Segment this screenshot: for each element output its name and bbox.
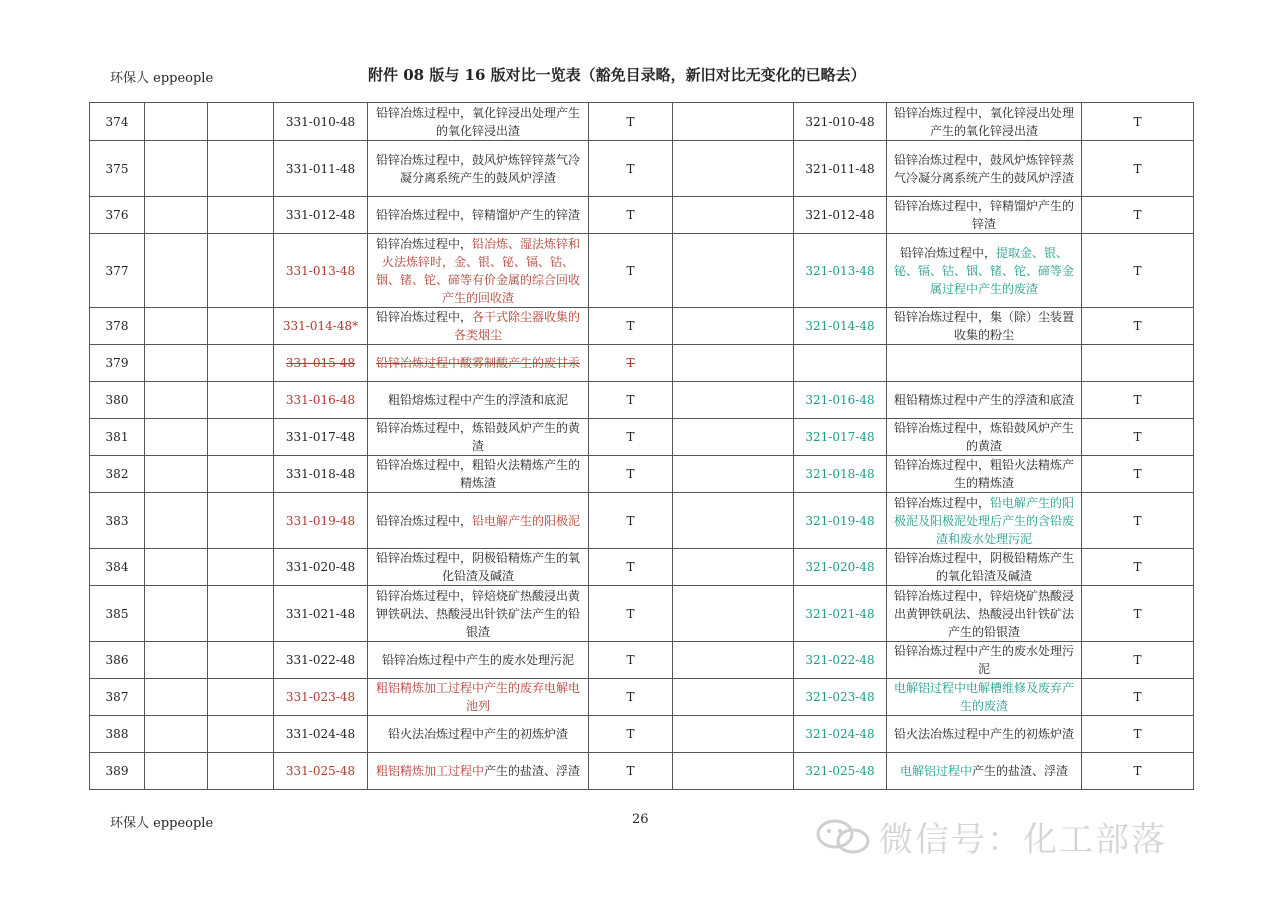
description-2008: 铅锌冶炼过程中，鼓风炉炼锌锌蒸气冷凝分离系统产生的鼓风炉浮渣 — [368, 141, 589, 197]
code-2016: 321-012-48 — [794, 197, 887, 234]
hazard-2016: T — [1082, 103, 1194, 141]
blank-cell — [208, 419, 274, 456]
description-text: 铅锌冶炼过程中， — [899, 245, 996, 260]
description-2016 — [887, 493, 1082, 549]
blank-cell — [208, 493, 274, 549]
description-2016: 铅火法冶炼过程中产生的初炼炉渣 — [887, 716, 1082, 753]
description-2016: 电解铝过程中电解槽维修及废弃产生的废渣 — [887, 679, 1082, 716]
description-2016 — [887, 345, 1082, 382]
code-2008: 331-014-48* — [274, 308, 368, 345]
description-2008: 粗铝精炼加工过程中产生的废弃电解电池列 — [368, 679, 589, 716]
table-row — [90, 141, 1194, 197]
hazard-2008: T — [589, 382, 673, 419]
hazard-2016: T — [1082, 716, 1194, 753]
blank-cell — [673, 141, 794, 197]
row-number: 381 — [90, 419, 145, 456]
code-2008: 331-010-48 — [274, 103, 368, 141]
hazard-2016 — [1082, 345, 1194, 382]
code-2008: 331-022-48 — [274, 642, 368, 679]
description-2008 — [368, 753, 589, 790]
hazard-2008: T — [589, 103, 673, 141]
description-text: 铅锌冶炼过程中， — [375, 236, 472, 251]
hazard-2008: T — [589, 456, 673, 493]
hazard-2016: T — [1082, 234, 1194, 308]
description-2008: 铅火法冶炼过程中产生的初炼炉渣 — [368, 716, 589, 753]
code-2008: 331-025-48 — [274, 753, 368, 790]
hazard-2008: T — [589, 345, 673, 382]
code-2016 — [794, 234, 887, 308]
blank-cell — [208, 753, 274, 790]
hazard-2016: T — [1082, 456, 1194, 493]
row-number: 378 — [90, 308, 145, 345]
hazard-2008: T — [589, 141, 673, 197]
code-2008: 331-021-48 — [274, 586, 368, 642]
hazard-2016: T — [1082, 308, 1194, 345]
description-2008: 铅锌冶炼过程中产生的废水处理污泥 — [368, 642, 589, 679]
code-2008: 331-013-48 — [274, 234, 368, 308]
hazard-2016: T — [1082, 419, 1194, 456]
blank-cell — [208, 586, 274, 642]
blank-cell — [145, 141, 208, 197]
blank-cell — [145, 382, 208, 419]
blank-cell — [208, 549, 274, 586]
description-2016: 铅锌冶炼过程中，锌精馏炉产生的锌渣 — [887, 197, 1082, 234]
code-2016: 321-019-48 — [794, 493, 887, 549]
row-number: 375 — [90, 141, 145, 197]
description-2008: 铅锌冶炼过程中，炼铅鼓风炉产生的黄渣 — [368, 419, 589, 456]
blank-cell — [145, 308, 208, 345]
hazard-2008: T — [589, 493, 673, 549]
hazard-2016: T — [1082, 679, 1194, 716]
table-row — [90, 234, 1194, 308]
table-row — [90, 197, 1194, 234]
blank-cell — [208, 716, 274, 753]
blank-cell — [145, 679, 208, 716]
row-number: 374 — [90, 103, 145, 141]
description-2008: 铅锌冶炼过程中酸雾制酸产生的废甘汞 — [368, 345, 589, 382]
description-changed-text: 铅冶炼、湿法炼锌和火法炼锌时，金、银、铋、镉、钴、铟、锗、铊、碲等有价金属的综合回收产生的回收渣 — [375, 236, 581, 305]
footer-left-text: 环保人 eppeople — [110, 816, 214, 831]
hazard-2016: T — [1082, 753, 1194, 790]
hazard-2016: T — [1082, 197, 1194, 234]
header-left-text: 环保人 eppeople — [110, 71, 214, 86]
description-changed-text: 粗铝精炼加工过程中 — [375, 764, 484, 778]
blank-cell — [208, 456, 274, 493]
row-number: 380 — [90, 382, 145, 419]
blank-cell — [673, 753, 794, 790]
hazard-2016: T — [1082, 382, 1194, 419]
row-number: 379 — [90, 345, 145, 382]
blank-cell — [208, 345, 274, 382]
table-row — [90, 753, 1194, 790]
table-row — [90, 716, 1194, 753]
hazard-2008: T — [589, 753, 673, 790]
page-title: 附件 08 版与 16 版对比一览表（豁免目录略，新旧对比无变化的已略去） — [368, 66, 866, 84]
code-2016: 321-025-48 — [794, 753, 887, 790]
table-row — [90, 586, 1194, 642]
code-2016 — [794, 345, 887, 382]
description-2016: 铅锌冶炼过程中，炼铅鼓风炉产生的黄渣 — [887, 419, 1082, 456]
description-2008: 粗铅熔炼过程中产生的浮渣和底泥 — [368, 382, 589, 419]
description-2016 — [887, 753, 1082, 790]
blank-cell — [208, 308, 274, 345]
code-2008: 331-016-48 — [274, 382, 368, 419]
row-number: 382 — [90, 456, 145, 493]
code-2016: 321-014-48 — [794, 308, 887, 345]
hazard-2008: T — [589, 586, 673, 642]
description-2008 — [368, 493, 589, 549]
blank-cell — [673, 419, 794, 456]
hazard-2008: T — [589, 549, 673, 586]
blank-cell — [145, 197, 208, 234]
blank-cell — [145, 345, 208, 382]
code-2016: 321-016-48 — [794, 382, 887, 419]
description-2016: 铅锌冶炼过程中，氧化锌浸出处理产生的氧化锌浸出渣 — [887, 103, 1082, 141]
description-changed-text: 提取金、银、铋、镉、钴、铟、锗、铊、碲等金属过程中产生的废渣 — [893, 245, 1074, 296]
blank-cell — [145, 642, 208, 679]
table-row — [90, 308, 1194, 345]
code-text: 321-013-48 — [805, 263, 875, 278]
description-2016: 铅锌冶炼过程中，锌焙烧矿热酸浸出黄钾铁矾法、热酸浸出针铁矿法产生的铅银渣 — [887, 586, 1082, 642]
blank-cell — [145, 456, 208, 493]
description-2008: 铅锌冶炼过程中，粗铅火法精炼产生的精炼渣 — [368, 456, 589, 493]
code-2016: 321-022-48 — [794, 642, 887, 679]
description-2008: 铅锌冶炼过程中，锌精馏炉产生的锌渣 — [368, 197, 589, 234]
blank-cell — [208, 679, 274, 716]
code-2016: 321-017-48 — [794, 419, 887, 456]
blank-cell — [208, 234, 274, 308]
blank-cell — [208, 197, 274, 234]
page-number: 26 — [632, 812, 649, 827]
code-2016: 321-024-48 — [794, 716, 887, 753]
description-2016: 粗铅精炼过程中产生的浮渣和底渣 — [887, 382, 1082, 419]
blank-cell — [673, 103, 794, 141]
row-number: 386 — [90, 642, 145, 679]
hazard-2008: T — [589, 197, 673, 234]
row-number: 385 — [90, 586, 145, 642]
table-row — [90, 382, 1194, 419]
row-number: 389 — [90, 753, 145, 790]
blank-cell — [673, 456, 794, 493]
blank-cell — [145, 586, 208, 642]
blank-cell — [145, 234, 208, 308]
blank-cell — [673, 234, 794, 308]
description-2016 — [887, 234, 1082, 308]
blank-cell — [673, 586, 794, 642]
blank-cell — [145, 103, 208, 141]
description-changed-text: 铅电解产生的阳极泥 — [472, 513, 581, 528]
hazard-2016: T — [1082, 549, 1194, 586]
description-changed-text: 各干式除尘器收集的各类烟尘 — [453, 310, 581, 342]
hazard-2016: T — [1082, 586, 1194, 642]
blank-cell — [673, 716, 794, 753]
description-changed-text: 铅电解产生的阳极泥及阳极泥处理后产生的含铅废渣和废水处理污泥 — [893, 495, 1075, 546]
blank-cell — [673, 642, 794, 679]
table-row — [90, 345, 1194, 382]
code-2016: 321-020-48 — [794, 549, 887, 586]
code-2008: 331-023-48 — [274, 679, 368, 716]
table-row — [90, 642, 1194, 679]
description-2016: 铅锌冶炼过程中，集（除）尘装置收集的粉尘 — [887, 308, 1082, 345]
blank-cell — [145, 753, 208, 790]
row-number: 383 — [90, 493, 145, 549]
blank-cell — [145, 716, 208, 753]
blank-cell — [673, 493, 794, 549]
description-2016: 铅锌冶炼过程中产生的废水处理污泥 — [887, 642, 1082, 679]
code-2008: 331-015-48 — [274, 345, 368, 382]
description-text: 铅锌冶炼过程中， — [893, 495, 990, 510]
blank-cell — [208, 103, 274, 141]
row-number: 387 — [90, 679, 145, 716]
code-2008: 331-019-48 — [274, 493, 368, 549]
hazard-2008: T — [589, 716, 673, 753]
watermark-text: 微信号：化工部落 — [879, 820, 1167, 860]
code-2016: 321-011-48 — [794, 141, 887, 197]
code-2016: 321-021-48 — [794, 586, 887, 642]
table-row — [90, 419, 1194, 456]
code-2008: 331-011-48 — [274, 141, 368, 197]
blank-cell — [145, 549, 208, 586]
code-2008: 331-017-48 — [274, 419, 368, 456]
code-2008: 331-012-48 — [274, 197, 368, 234]
table-row — [90, 493, 1194, 549]
blank-cell — [673, 345, 794, 382]
blank-cell — [673, 679, 794, 716]
hazard-2008: T — [589, 234, 673, 308]
row-number: 384 — [90, 549, 145, 586]
table-row — [90, 679, 1194, 716]
description-2008: 铅锌冶炼过程中，氧化锌浸出处理产生的氧化锌浸出渣 — [368, 103, 589, 141]
blank-cell — [145, 419, 208, 456]
description-text: 产生的盐渣、浮渣 — [484, 764, 581, 778]
table-row — [90, 549, 1194, 586]
hazard-2008: T — [589, 642, 673, 679]
description-2016: 铅锌冶炼过程中，粗铅火法精炼产生的精炼渣 — [887, 456, 1082, 493]
description-2008 — [368, 234, 589, 308]
description-2016: 铅锌冶炼过程中，阴极铅精炼产生的氧化铅渣及碱渣 — [887, 549, 1082, 586]
description-text: 铅锌冶炼过程中， — [375, 513, 472, 528]
blank-cell — [208, 382, 274, 419]
description-text: 产生的盐渣、浮渣 — [972, 764, 1069, 778]
hazard-2016: T — [1082, 141, 1194, 197]
row-number: 377 — [90, 234, 145, 308]
row-number: 388 — [90, 716, 145, 753]
code-2008: 331-024-48 — [274, 716, 368, 753]
watermark — [815, 812, 1167, 866]
table-row — [90, 456, 1194, 493]
table-row — [90, 103, 1194, 141]
description-2008 — [368, 308, 589, 345]
blank-cell — [208, 642, 274, 679]
description-text: 铅锌冶炼过程中， — [375, 310, 472, 324]
wechat-icon — [815, 817, 873, 866]
blank-cell — [673, 308, 794, 345]
code-2016: 321-010-48 — [794, 103, 887, 141]
hazard-2008: T — [589, 679, 673, 716]
description-2008: 铅锌冶炼过程中，阴极铅精炼产生的氧化铅渣及碱渣 — [368, 549, 589, 586]
comparison-table — [89, 102, 1194, 790]
blank-cell — [673, 197, 794, 234]
code-2016: 321-023-48 — [794, 679, 887, 716]
blank-cell — [673, 382, 794, 419]
hazard-2008: T — [589, 419, 673, 456]
code-2008: 331-020-48 — [274, 549, 368, 586]
hazard-2016: T — [1082, 493, 1194, 549]
hazard-2008: T — [589, 308, 673, 345]
blank-cell — [673, 549, 794, 586]
description-changed-text: 电解铝过程中 — [899, 764, 972, 778]
description-2016: 铅锌冶炼过程中，鼓风炉炼锌锌蒸气冷凝分离系统产生的鼓风炉浮渣 — [887, 141, 1082, 197]
blank-cell — [208, 141, 274, 197]
row-number: 376 — [90, 197, 145, 234]
code-2016: 321-018-48 — [794, 456, 887, 493]
code-2008: 331-018-48 — [274, 456, 368, 493]
hazard-2016: T — [1082, 642, 1194, 679]
description-2008: 铅锌冶炼过程中，锌焙烧矿热酸浸出黄钾铁矾法、热酸浸出针铁矿法产生的铅银渣 — [368, 586, 589, 642]
blank-cell — [145, 493, 208, 549]
